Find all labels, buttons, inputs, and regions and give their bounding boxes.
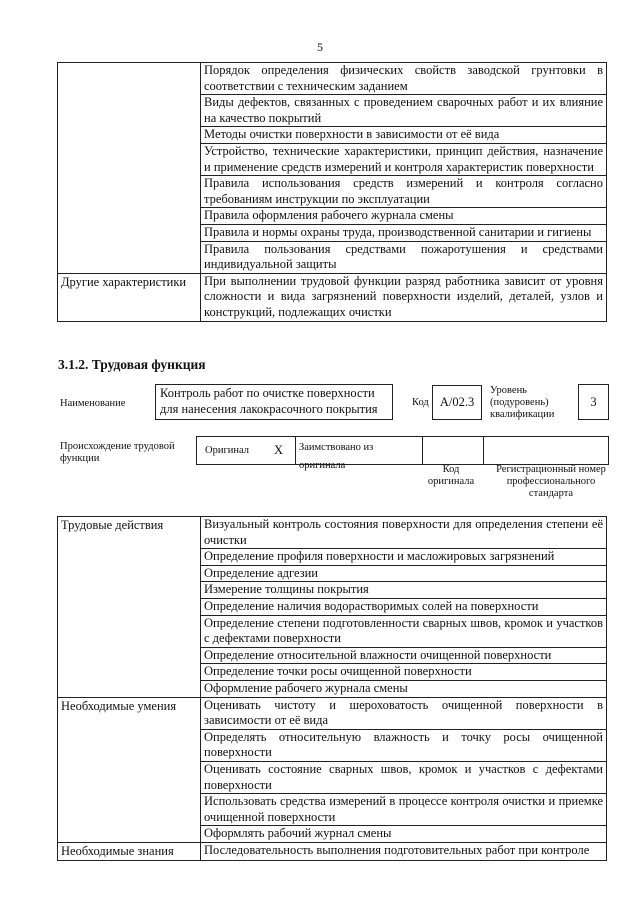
content-cell: Определение точки росы очищенной поверхности	[201, 664, 607, 681]
content-cell: Визуальный контроль состояния поверхности для определения степени её очистки	[201, 517, 607, 549]
original-box	[196, 436, 296, 465]
content-cell: Определение относительной влажности очищенной поверхности	[201, 647, 607, 664]
table-row	[58, 697, 607, 729]
code-label: Код	[412, 397, 429, 408]
content-cell: Последовательность выполнения подготовительных работ при контроле	[201, 842, 607, 861]
content-cell: Виды дефектов, связанных с проведением сварочных работ и их влияние на качество покрытий	[201, 95, 607, 127]
row-label-cell	[58, 63, 201, 274]
content-cell: Определение адгезии	[201, 565, 607, 582]
table-bottom-body	[58, 517, 607, 861]
reg-number-caption: Регистрационный номер профессионального стандарта	[496, 464, 606, 499]
content-cell: Устройство, технические характеристики, принцип действия, назначение и применение средств измерений и контроля характеристик поверхности	[201, 143, 607, 175]
row-label-cell: Трудовые действия	[58, 517, 201, 698]
function-name-box: Контроль работ по очистке поверхности для нанесения лакокрасочного покрытия	[155, 384, 393, 420]
code-original-caption: Код оригинала	[427, 464, 475, 487]
content-cell: Определение профиля поверхности и масложировых загрязнений	[201, 549, 607, 566]
original-label: Оригинал	[205, 445, 249, 456]
table-row	[58, 517, 607, 549]
content-cell: Измерение толщины покрытия	[201, 582, 607, 599]
name-label: Наименование	[60, 398, 126, 409]
content-cell: При выполнении трудовой функции разряд работника зависит от уровня сложности и вида загрязнений поверхности изделий, деталей, узлов и конструкций, подлежащих очистки	[201, 273, 607, 321]
row-label-cell: Другие характеристики	[58, 273, 201, 321]
content-cell: Определение наличия водорастворимых солей на поверхности	[201, 598, 607, 615]
table-row	[58, 842, 607, 861]
content-cell: Правила пользования средствами пожаротушения и средствами индивидуальной защиты	[201, 241, 607, 273]
borrowed-box	[295, 436, 423, 471]
origin-label: Происхождение трудовой функции	[60, 441, 175, 464]
level-label: Уровень (подуровень) квалификации	[490, 385, 555, 420]
code-value-box: A/02.3	[432, 385, 482, 420]
content-cell: Определение степени подготовленности сварных швов, кромок и участков с дефектами поверхности	[201, 615, 607, 647]
content-cell: Оценивать чистоту и шероховатость очищенной поверхности в зависимости от её вида	[201, 697, 607, 729]
table-row	[58, 63, 607, 95]
content-cell: Оценивать состояние сварных швов, кромок и участков с дефектами поверхности	[201, 761, 607, 793]
requirements-table-continued	[57, 62, 607, 322]
content-cell: Использовать средства измерений в процессе контроля очистки и приемке очищенной поверхности	[201, 794, 607, 826]
borrowed-label: Заимствовано из оригинала	[299, 442, 374, 471]
level-value-box: 3	[578, 384, 609, 420]
labor-function-table	[57, 516, 607, 861]
content-cell: Оформление рабочего журнала смены	[201, 680, 607, 697]
content-cell: Методы очистки поверхности в зависимости от её вида	[201, 127, 607, 144]
content-cell: Правила и нормы охраны труда, производственной санитарии и гигиены	[201, 224, 607, 241]
original-mark: X	[274, 443, 284, 457]
content-cell: Порядок определения физических свойств заводской грунтовки в соответствии с техническим заданием	[201, 63, 607, 95]
content-cell: Правила использования средств измерений и контроля согласно требованиям инструкции по эксплуатации	[201, 176, 607, 208]
table-row	[58, 273, 607, 321]
content-cell: Правила оформления рабочего журнала смены	[201, 208, 607, 225]
content-cell: Определять относительную влажность и точку росы очищенной поверхности	[201, 729, 607, 761]
reg-number-box	[483, 436, 609, 465]
row-label-cell: Необходимые знания	[58, 842, 201, 861]
row-label-cell: Необходимые умения	[58, 697, 201, 842]
page-number: 5	[317, 40, 323, 54]
section-title: 3.1.2. Трудовая функция	[58, 357, 206, 372]
content-cell: Оформлять рабочий журнал смены	[201, 826, 607, 843]
original-code-box	[422, 436, 484, 465]
table-top-body	[58, 63, 607, 322]
